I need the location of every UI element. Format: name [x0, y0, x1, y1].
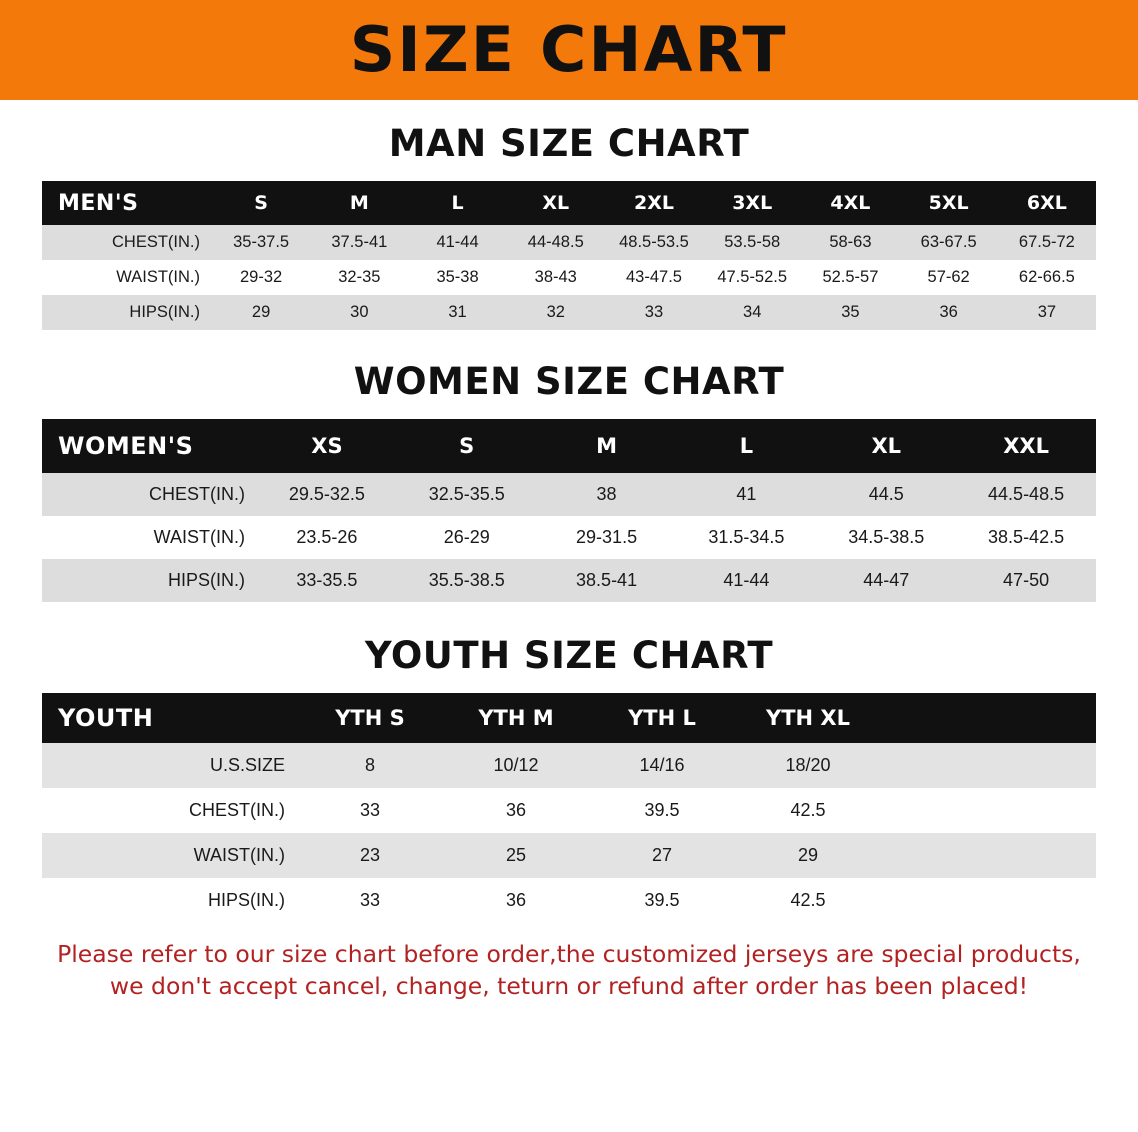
cell-spacer	[881, 833, 1096, 878]
women-size-table-wrap	[42, 419, 1096, 602]
cell: 44-48.5	[507, 225, 605, 260]
cell: 34	[703, 295, 801, 330]
cell: 62-66.5	[998, 260, 1096, 295]
cell: 63-67.5	[900, 225, 998, 260]
cell: 29.5-32.5	[257, 473, 397, 516]
cell: 31	[408, 295, 506, 330]
women-section-title: WOMEN SIZE CHART	[353, 360, 785, 403]
youth-section-title: YOUTH SIZE CHART	[364, 634, 774, 677]
cell: 30	[310, 295, 408, 330]
man-size-table	[42, 181, 1096, 330]
cell: 31.5-34.5	[676, 516, 816, 559]
cell: 53.5-58	[703, 225, 801, 260]
youth-table-header-row	[42, 693, 1096, 743]
women-col-header: S	[397, 419, 537, 473]
cell: 52.5-57	[801, 260, 899, 295]
man-col-header: XL	[507, 181, 605, 225]
cell: 32-35	[310, 260, 408, 295]
youth-col-header-spacer	[881, 693, 1096, 743]
man-col-header: 5XL	[900, 181, 998, 225]
cell: 41	[676, 473, 816, 516]
row-label: HIPS(IN.)	[42, 559, 257, 602]
row-label: WAIST(IN.)	[42, 516, 257, 559]
cell: 57-62	[900, 260, 998, 295]
cell: 35-37.5	[212, 225, 310, 260]
cell: 43-47.5	[605, 260, 703, 295]
cell: 29-32	[212, 260, 310, 295]
cell: 38	[537, 473, 677, 516]
table-row	[42, 743, 1096, 788]
cell: 23.5-26	[257, 516, 397, 559]
cell: 36	[443, 878, 589, 923]
cell: 23	[297, 833, 443, 878]
youth-size-table-wrap	[42, 693, 1096, 923]
women-col-header: M	[537, 419, 677, 473]
cell: 10/12	[443, 743, 589, 788]
youth-size-table	[42, 693, 1096, 923]
man-table-header-row	[42, 181, 1096, 225]
table-row	[42, 559, 1096, 602]
cell: 37.5-41	[310, 225, 408, 260]
man-col-header: M	[310, 181, 408, 225]
women-header-label: WOMEN'S	[42, 419, 257, 473]
row-label: U.S.SIZE	[42, 743, 297, 788]
cell: 47.5-52.5	[703, 260, 801, 295]
cell-spacer	[881, 788, 1096, 833]
women-size-table	[42, 419, 1096, 602]
row-label: HIPS(IN.)	[42, 295, 212, 330]
cell: 37	[998, 295, 1096, 330]
cell: 32.5-35.5	[397, 473, 537, 516]
cell-spacer	[881, 743, 1096, 788]
cell: 34.5-38.5	[816, 516, 956, 559]
cell: 41-44	[676, 559, 816, 602]
women-col-header: XXL	[956, 419, 1096, 473]
cell: 38.5-41	[537, 559, 677, 602]
table-row	[42, 516, 1096, 559]
man-col-header: L	[408, 181, 506, 225]
row-label: CHEST(IN.)	[42, 788, 297, 833]
table-row	[42, 260, 1096, 295]
table-row	[42, 788, 1096, 833]
man-size-table-wrap	[42, 181, 1096, 330]
cell: 14/16	[589, 743, 735, 788]
cell: 35.5-38.5	[397, 559, 537, 602]
cell: 44.5-48.5	[956, 473, 1096, 516]
cell: 33	[297, 878, 443, 923]
cell: 36	[900, 295, 998, 330]
table-row	[42, 833, 1096, 878]
cell: 44-47	[816, 559, 956, 602]
women-table-header-row	[42, 419, 1096, 473]
cell: 39.5	[589, 878, 735, 923]
man-col-header: 3XL	[703, 181, 801, 225]
header-banner	[0, 0, 1138, 100]
cell: 58-63	[801, 225, 899, 260]
cell: 33	[605, 295, 703, 330]
cell: 25	[443, 833, 589, 878]
man-section-title: MAN SIZE CHART	[388, 122, 750, 165]
cell: 33-35.5	[257, 559, 397, 602]
cell: 48.5-53.5	[605, 225, 703, 260]
cell: 38-43	[507, 260, 605, 295]
cell: 39.5	[589, 788, 735, 833]
table-row	[42, 295, 1096, 330]
disclaimer-line-1: Please refer to our size chart before order,the customized jerseys are special products,	[57, 940, 1081, 968]
disclaimer-line-2: we don't accept cancel, change, teturn or refund after order has been placed!	[109, 971, 1029, 1000]
row-label: HIPS(IN.)	[42, 878, 297, 923]
women-col-header: XL	[816, 419, 956, 473]
youth-col-header: YTH L	[589, 693, 735, 743]
man-col-header: S	[212, 181, 310, 225]
cell: 38.5-42.5	[956, 516, 1096, 559]
cell: 29	[212, 295, 310, 330]
cell: 18/20	[735, 743, 881, 788]
cell: 8	[297, 743, 443, 788]
cell: 32	[507, 295, 605, 330]
cell: 47-50	[956, 559, 1096, 602]
cell: 41-44	[408, 225, 506, 260]
page-title: SIZE CHART	[350, 13, 788, 86]
cell: 29-31.5	[537, 516, 677, 559]
man-header-label: MEN'S	[42, 181, 212, 225]
disclaimer	[34, 939, 1104, 1002]
youth-col-header: YTH S	[297, 693, 443, 743]
cell: 67.5-72	[998, 225, 1096, 260]
table-row	[42, 225, 1096, 260]
man-col-header: 2XL	[605, 181, 703, 225]
cell: 42.5	[735, 788, 881, 833]
cell: 33	[297, 788, 443, 833]
youth-col-header: YTH XL	[735, 693, 881, 743]
row-label: CHEST(IN.)	[42, 473, 257, 516]
cell: 42.5	[735, 878, 881, 923]
table-row	[42, 473, 1096, 516]
cell: 35-38	[408, 260, 506, 295]
youth-header-label: YOUTH	[42, 693, 297, 743]
man-col-header: 4XL	[801, 181, 899, 225]
youth-col-header: YTH M	[443, 693, 589, 743]
cell: 27	[589, 833, 735, 878]
cell-spacer	[881, 878, 1096, 923]
row-label: WAIST(IN.)	[42, 260, 212, 295]
women-col-header: XS	[257, 419, 397, 473]
women-col-header: L	[676, 419, 816, 473]
table-row	[42, 878, 1096, 923]
cell: 29	[735, 833, 881, 878]
cell: 35	[801, 295, 899, 330]
man-col-header: 6XL	[998, 181, 1096, 225]
cell: 44.5	[816, 473, 956, 516]
cell: 36	[443, 788, 589, 833]
row-label: CHEST(IN.)	[42, 225, 212, 260]
cell: 26-29	[397, 516, 537, 559]
row-label: WAIST(IN.)	[42, 833, 297, 878]
